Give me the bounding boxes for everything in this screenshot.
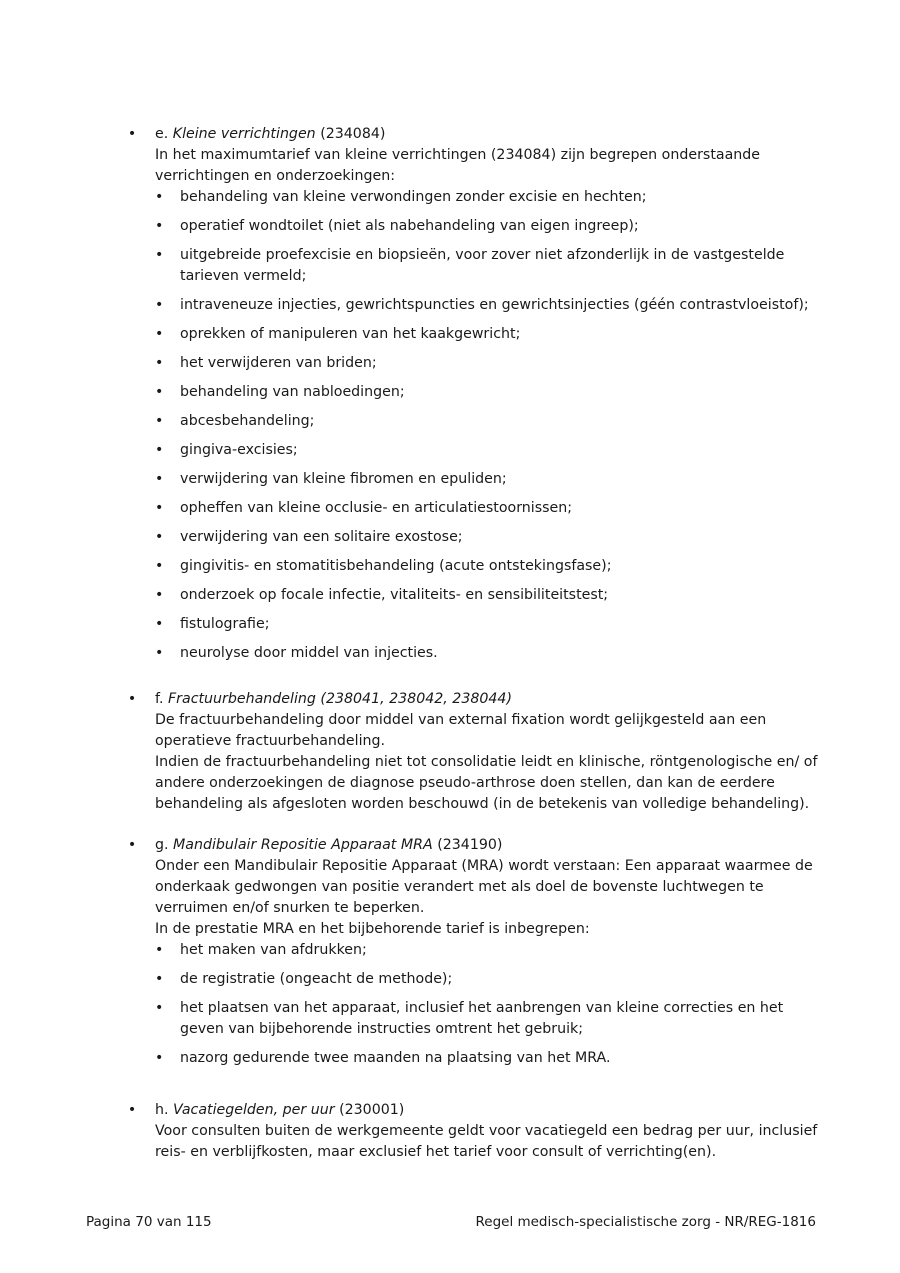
page-number: Pagina 70 van 115 <box>86 1214 212 1230</box>
section-paragraph: Indien de fractuurbehandeling niet tot consolidatie leidt en klinische, röntgenologische en/ of andere onderzoekingen de diagnose pseudo-arthrose doen stellen, dan kan de eerdere behandeling als afgesloten worden beschouwd (in de betekenis van volledige behandeling). <box>155 754 818 812</box>
list-item: • fistulografie; <box>155 616 270 632</box>
list-item: • het plaatsen van het apparaat, inclusief het aanbrengen van kleine correcties en het geven van bijbehorende instructies omtrent het gebruik; <box>155 1000 784 1037</box>
list-item: • uitgebreide proefexcisie en biopsieën, voor zover niet afzonderlijk in de vastgestelde tarieven vermeld; <box>155 247 785 284</box>
list-item: • opheffen van kleine occlusie- en articulatiestoornissen; <box>155 500 573 516</box>
list-item: • behandeling van kleine verwondingen zonder excisie en hechten; <box>155 189 647 205</box>
list-item: • oprekken of manipuleren van het kaakgewricht; <box>155 326 521 342</box>
section-paragraph: Onder een Mandibulair Repositie Apparaat (MRA) wordt verstaan: Een apparaat waarmee de onderkaak gedwongen van positie verandert met als doel de bovenste luchtwegen te verruimen en/of snurken te beperken. <box>155 858 813 916</box>
list-item: • verwijdering van een solitaire exostose; <box>155 529 463 545</box>
section-bullet: • <box>127 837 137 853</box>
section-g <box>127 835 820 1077</box>
list-item: • abcesbehandeling; <box>155 413 315 429</box>
section-bullet: • <box>127 691 137 707</box>
section-paragraph: In de prestatie MRA en het bijbehorende tarief is inbegrepen: <box>155 921 590 937</box>
list-item: • neurolyse door middel van injecties. <box>155 645 438 661</box>
list-item: • operatief wondtoilet (niet als nabehandeling van eigen ingreep); <box>155 218 639 234</box>
section-e <box>127 124 820 672</box>
item-list <box>155 187 820 664</box>
section-intro: In het maximumtarief van kleine verrichtingen (234084) zijn begrepen onderstaande verrichtingen en onderzoekingen: <box>155 147 760 184</box>
section-h <box>127 1100 820 1163</box>
section-bullet: • <box>127 1102 137 1118</box>
list-item: • het verwijderen van briden; <box>155 355 377 371</box>
list-item: • behandeling van nabloedingen; <box>155 384 405 400</box>
document-reference: Regel medisch-specialistische zorg - NR/REG-1816 <box>475 1214 816 1230</box>
list-item: • gingivitis- en stomatitisbehandeling (acute ontstekingsfase); <box>155 558 612 574</box>
section-paragraph: Voor consulten buiten de werkgemeente geldt voor vacatiegeld een bedrag per uur, inclusief reis- en verblijfkosten, maar exclusief het tarief voor consult of verrichting(en). <box>155 1123 818 1160</box>
list-item: • intraveneuze injecties, gewrichtspuncties en gewrichtsinjecties (géén contrastvloeistof); <box>155 297 809 313</box>
list-item: • nazorg gedurende twee maanden na plaatsing van het MRA. <box>155 1050 611 1066</box>
item-list <box>155 940 820 1069</box>
list-item: • het maken van afdrukken; <box>155 942 367 958</box>
section-heading: g. Mandibulair Repositie Apparaat MRA (234190) <box>155 837 503 853</box>
section-bullet: • <box>127 126 137 142</box>
section-f <box>127 689 820 815</box>
list-item: • gingiva-excisies; <box>155 442 298 458</box>
list-item: • verwijdering van kleine fibromen en epuliden; <box>155 471 507 487</box>
list-item: • onderzoek op focale infectie, vitaliteits- en sensibiliteitstest; <box>155 587 609 603</box>
section-heading: f. Fractuurbehandeling (238041, 238042, 238044) <box>155 691 512 707</box>
section-heading: e. Kleine verrichtingen (234084) <box>155 126 386 142</box>
list-item: • de registratie (ongeacht de methode); <box>155 971 453 987</box>
section-paragraph: De fractuurbehandeling door middel van external fixation wordt gelijkgesteld aan een operatieve fractuurbehandeling. <box>155 712 767 749</box>
section-heading: h. Vacatiegelden, per uur (230001) <box>155 1102 405 1118</box>
